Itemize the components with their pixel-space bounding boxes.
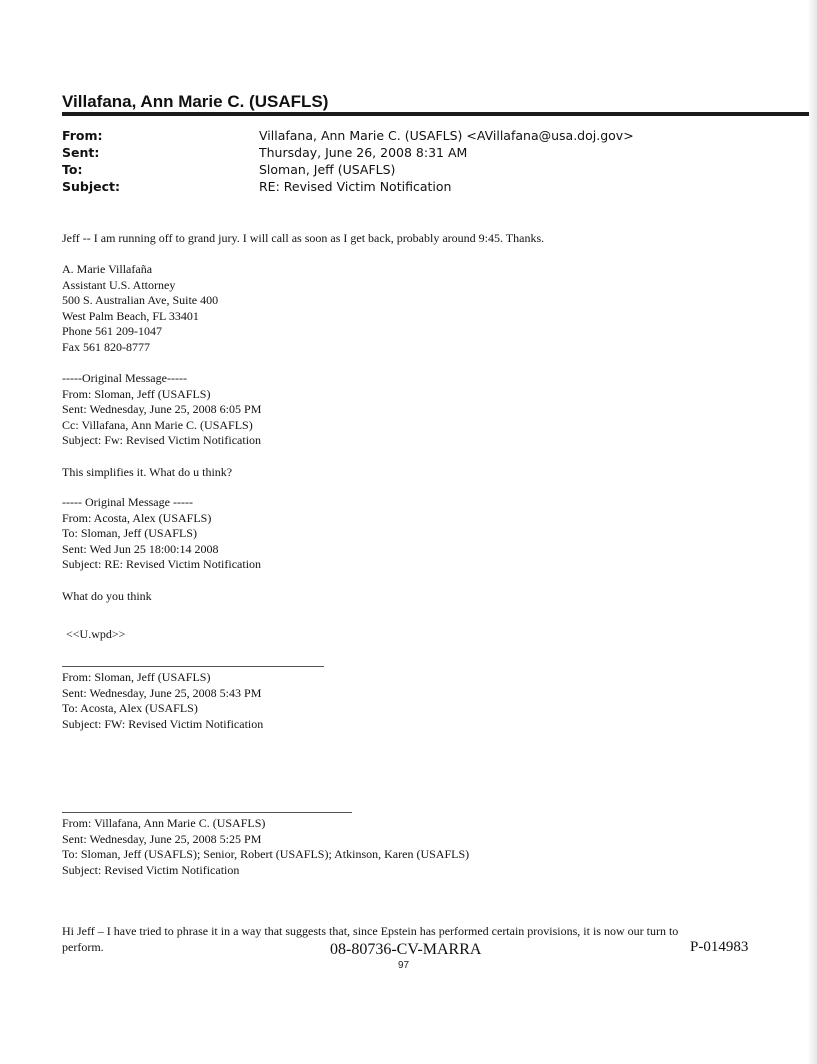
to-value: Sloman, Jeff (USAFLS) [259,162,396,177]
forwarded-message-2-header [62,816,469,878]
subject-label: Subject: [62,179,120,194]
attachment-reference: <<U.wpd>> [66,627,126,641]
orig-header-line: Sent: Wednesday, June 25, 2008 6:05 PM [62,402,262,417]
fwd-header-line: Subject: FW: Revised Victim Notification [62,716,264,731]
signature-line: A. Marie Villafaña [62,262,153,276]
fwd-header-line: Sent: Wednesday, June 25, 2008 5:43 PM [62,685,262,700]
orig-header-line: To: Sloman, Jeff (USAFLS) [62,526,197,541]
fwd-header-line: From: Villafana, Ann Marie C. (USAFLS) [62,816,266,830]
original-message-2-body: What do you think [62,589,152,603]
fwd-header-line: To: Acosta, Alex (USAFLS) [62,701,198,716]
signature-block [62,262,218,356]
forwarded-message-1-header [62,670,263,732]
page-edge-shadow [807,0,817,1064]
page-number: 97 [398,960,410,971]
orig-header-line: Sent: Wed Jun 25 18:00:14 2008 [62,541,219,556]
orig-header-line: Subject: RE: Revised Victim Notification [62,557,262,572]
final-body-line: Hi Jeff – I have tried to phrase it in a way that suggests that, since Epstein has performed certain provisions, it is now our turn to [62,924,679,938]
fwd-header-line: From: Sloman, Jeff (USAFLS) [62,670,211,684]
signature-line: Fax 561 820-8777 [62,339,150,354]
intro-paragraph: Jeff -- I am running off to grand jury. I will call as soon as I get back, probably around 9:45. Thanks. [62,231,545,245]
fwd-header-line: To: Sloman, Jeff (USAFLS); Senior, Robert (USAFLS); Atkinson, Karen (USAFLS) [62,847,470,862]
case-number: 08-80736-CV-MARRA [330,941,482,958]
signature-line: 500 S. Australian Ave, Suite 400 [62,293,219,308]
fwd-header-line: Sent: Wednesday, June 25, 2008 5:25 PM [62,831,262,846]
from-label: From: [62,128,103,143]
title-rule [62,112,809,116]
orig-header-line: Cc: Villafana, Ann Marie C. (USAFLS) [62,417,253,432]
original-message-2-header [62,495,261,573]
original-message-1-body: This simplifies it. What do u think? [62,465,233,479]
signature-line: West Palm Beach, FL 33401 [62,308,199,323]
mailbox-owner-title: Villafana, Ann Marie C. (USAFLS) [62,92,329,111]
fwd-header-line: Subject: Revised Victim Notification [62,862,240,877]
separator-line [62,812,352,813]
separator-line [62,666,324,667]
orig-header-line: ----- Original Message ----- [62,495,193,509]
original-message-1-header [62,371,261,449]
bates-number: P-014983 [690,939,749,955]
subject-value: RE: Revised Victim Notification [259,179,452,194]
signature-line: Assistant U.S. Attorney [62,277,176,292]
orig-header-line: Subject: Fw: Revised Victim Notification [62,433,262,448]
orig-header-line: From: Acosta, Alex (USAFLS) [62,510,212,525]
to-label: To: [62,162,83,177]
orig-header-line: From: Sloman, Jeff (USAFLS) [62,386,211,401]
final-body-line: perform. [62,939,104,954]
from-value: Villafana, Ann Marie C. (USAFLS) <AVillafana@usa.doj.gov> [259,128,634,143]
orig-header-line: -----Original Message----- [62,371,187,385]
signature-line: Phone 561 209-1047 [62,324,162,339]
sent-label: Sent: [62,145,100,160]
sent-value: Thursday, June 26, 2008 8:31 AM [259,145,468,160]
